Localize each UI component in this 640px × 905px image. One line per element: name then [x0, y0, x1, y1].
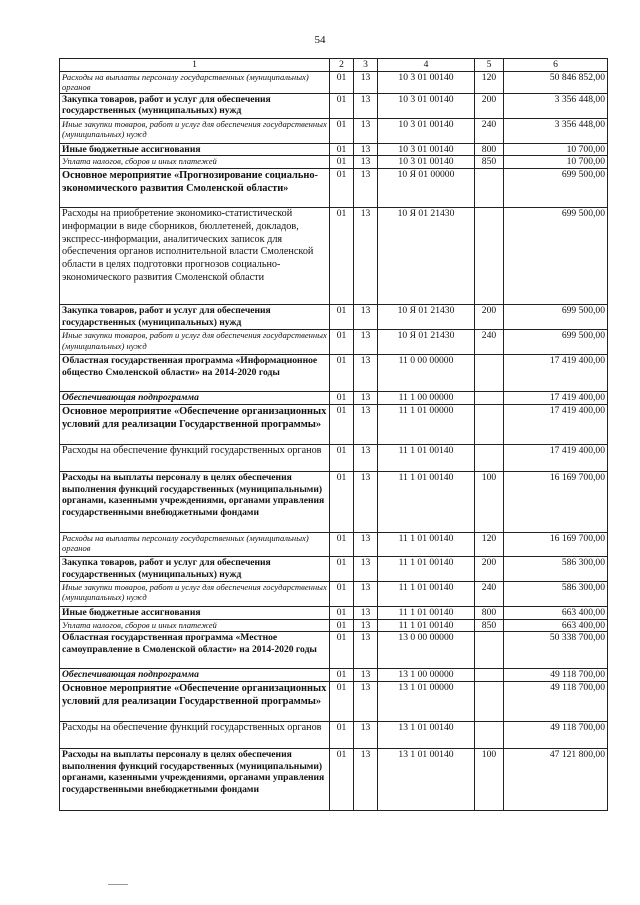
amount-cell: 699 500,00 [504, 169, 608, 208]
target-article-cell: 13 1 01 00140 [378, 721, 475, 748]
subsection-cell: 13 [354, 632, 378, 669]
table-row [60, 169, 608, 208]
section-cell: 01 [330, 721, 354, 748]
amount-cell: 699 500,00 [504, 330, 608, 355]
subsection-cell: 13 [354, 748, 378, 810]
section-cell: 01 [330, 404, 354, 444]
amount-cell: 16 169 700,00 [504, 532, 608, 556]
expense-type-cell [475, 404, 504, 444]
row-name-cell: Уплата налогов, сборов и иных платежей [60, 156, 330, 169]
budget-table [59, 58, 608, 811]
section-cell: 01 [330, 355, 354, 392]
section-cell: 01 [330, 208, 354, 305]
row-name-cell: Расходы на выплаты персоналу государственных (муниципальных) органов [60, 71, 330, 93]
table-row [60, 556, 608, 581]
amount-cell: 3 356 448,00 [504, 93, 608, 118]
page-number: 54 [314, 34, 326, 46]
amount-cell: 49 118 700,00 [504, 721, 608, 748]
target-article-cell: 13 1 00 00000 [378, 669, 475, 682]
expense-type-cell [475, 355, 504, 392]
amount-cell: 663 400,00 [504, 606, 608, 619]
amount-cell: 17 419 400,00 [504, 404, 608, 444]
table-row [60, 748, 608, 810]
section-cell: 01 [330, 143, 354, 156]
subsection-cell: 13 [354, 721, 378, 748]
target-article-cell: 11 1 01 00140 [378, 581, 475, 606]
expense-type-cell: 240 [475, 330, 504, 355]
section-cell: 01 [330, 471, 354, 532]
expense-type-cell: 800 [475, 143, 504, 156]
expense-type-cell: 850 [475, 156, 504, 169]
expense-type-cell: 100 [475, 471, 504, 532]
row-name-cell: Иные закупки товаров, работ и услуг для обеспечения государственных (муниципальных) нужд [60, 330, 330, 355]
table-row [60, 143, 608, 156]
table-row [60, 721, 608, 748]
table-header-row [60, 59, 608, 72]
target-article-cell: 13 1 01 00140 [378, 748, 475, 810]
amount-cell: 50 338 700,00 [504, 632, 608, 669]
subsection-cell: 13 [354, 208, 378, 305]
subsection-cell: 13 [354, 118, 378, 143]
section-cell: 01 [330, 93, 354, 118]
amount-cell: 49 118 700,00 [504, 681, 608, 721]
target-article-cell: 11 1 01 00140 [378, 471, 475, 532]
target-article-cell: 11 1 01 00140 [378, 619, 475, 632]
section-cell: 01 [330, 444, 354, 471]
subsection-cell: 13 [354, 669, 378, 682]
expense-type-cell [475, 669, 504, 682]
header-cell-4: 4 [378, 59, 475, 72]
header-cell-6: 6 [504, 59, 608, 72]
expense-type-cell: 240 [475, 581, 504, 606]
table-row [60, 208, 608, 305]
table-row [60, 581, 608, 606]
expense-type-cell [475, 681, 504, 721]
subsection-cell: 13 [354, 471, 378, 532]
amount-cell: 50 846 852,00 [504, 71, 608, 93]
target-article-cell: 10 Я 01 21430 [378, 330, 475, 355]
row-name-cell: Расходы на выплаты персоналу в целях обеспечения выполнения функций государственных (муниципальными) органами, казенными учреждениями, органами управления государственными внебюджетными фондами [60, 471, 330, 532]
section-cell: 01 [330, 118, 354, 143]
table-row [60, 606, 608, 619]
expense-type-cell [475, 392, 504, 405]
amount-cell: 47 121 800,00 [504, 748, 608, 810]
row-name-cell: Иные закупки товаров, работ и услуг для обеспечения государственных (муниципальных) нужд [60, 118, 330, 143]
amount-cell: 10 700,00 [504, 143, 608, 156]
row-name-cell: Областная государственная программа «Информационное общество Смоленской области» на 2014-2020 годы [60, 355, 330, 392]
row-name-cell: Расходы на выплаты персоналу в целях обеспечения выполнения функций государственных (муниципальными) органами, казенными учреждениями, органами управления государственными внебюджетными фондами [60, 748, 330, 810]
header-cell-5: 5 [475, 59, 504, 72]
table-row [60, 93, 608, 118]
target-article-cell: 10 3 01 00140 [378, 118, 475, 143]
row-name-cell: Иные бюджетные ассигнования [60, 606, 330, 619]
table-row [60, 632, 608, 669]
target-article-cell: 11 1 01 00140 [378, 532, 475, 556]
expense-type-cell [475, 444, 504, 471]
header-cell-2: 2 [330, 59, 354, 72]
row-name-cell: Основное мероприятие «Обеспечение организационных условий для реализации Государственной программы» [60, 681, 330, 721]
table-row [60, 619, 608, 632]
subsection-cell: 13 [354, 169, 378, 208]
subsection-cell: 13 [354, 581, 378, 606]
section-cell: 01 [330, 532, 354, 556]
section-cell: 01 [330, 71, 354, 93]
subsection-cell: 13 [354, 330, 378, 355]
subsection-cell: 13 [354, 606, 378, 619]
section-cell: 01 [330, 169, 354, 208]
section-cell: 01 [330, 619, 354, 632]
table-row [60, 71, 608, 93]
table-row [60, 681, 608, 721]
row-name-cell: Уплата налогов, сборов и иных платежей [60, 619, 330, 632]
row-name-cell: Основное мероприятие «Обеспечение организационных условий для реализации Государственной программы» [60, 404, 330, 444]
row-name-cell: Иные бюджетные ассигнования [60, 143, 330, 156]
row-name-cell: Областная государственная программа «Местное самоуправление в Смоленской области» на 2014-2020 годы [60, 632, 330, 669]
row-name-cell: Закупка товаров, работ и услуг для обеспечения государственных (муниципальных) нужд [60, 93, 330, 118]
expense-type-cell [475, 721, 504, 748]
row-name-cell: Закупка товаров, работ и услуг для обеспечения государственных (муниципальных) нужд [60, 556, 330, 581]
section-cell: 01 [330, 392, 354, 405]
expense-type-cell: 800 [475, 606, 504, 619]
target-article-cell: 10 Я 01 21430 [378, 208, 475, 305]
target-article-cell: 11 1 01 00140 [378, 556, 475, 581]
target-article-cell: 10 3 01 00140 [378, 156, 475, 169]
row-name-cell: Иные закупки товаров, работ и услуг для обеспечения государственных (муниципальных) нужд [60, 581, 330, 606]
expense-type-cell [475, 169, 504, 208]
table-row [60, 156, 608, 169]
expense-type-cell: 850 [475, 619, 504, 632]
table-row [60, 532, 608, 556]
table-row [60, 669, 608, 682]
expense-type-cell: 200 [475, 556, 504, 581]
section-cell: 01 [330, 681, 354, 721]
subsection-cell: 13 [354, 156, 378, 169]
header-cell-1: 1 [60, 59, 330, 72]
row-name-cell: Расходы на приобретение экономико-статистической информации в виде сборников, бюллетеней, докладов, экспресс-информации, аналитических записок для обеспечения органов исполнительной власти Смоленской области в целях подготовки прогнозов социально-экономического развития Смоленской области [60, 208, 330, 305]
target-article-cell: 10 3 01 00140 [378, 93, 475, 118]
subsection-cell: 13 [354, 71, 378, 93]
target-article-cell: 11 1 01 00140 [378, 444, 475, 471]
amount-cell: 49 118 700,00 [504, 669, 608, 682]
subsection-cell: 13 [354, 305, 378, 330]
target-article-cell: 13 1 01 00000 [378, 681, 475, 721]
row-name-cell: Расходы на обеспечение функций государственных органов [60, 444, 330, 471]
subsection-cell: 13 [354, 619, 378, 632]
target-article-cell: 10 3 01 00140 [378, 143, 475, 156]
subsection-cell: 13 [354, 93, 378, 118]
table-row [60, 392, 608, 405]
expense-type-cell: 100 [475, 748, 504, 810]
target-article-cell: 10 3 01 00140 [378, 71, 475, 93]
row-name-cell: Расходы на выплаты персоналу государственных (муниципальных) органов [60, 532, 330, 556]
section-cell: 01 [330, 330, 354, 355]
section-cell: 01 [330, 606, 354, 619]
target-article-cell: 10 Я 01 00000 [378, 169, 475, 208]
row-name-cell: Обеспечивающая подпрограмма [60, 669, 330, 682]
target-article-cell: 11 1 01 00000 [378, 404, 475, 444]
amount-cell: 663 400,00 [504, 619, 608, 632]
target-article-cell: 10 Я 01 21430 [378, 305, 475, 330]
amount-cell: 3 356 448,00 [504, 118, 608, 143]
table-row [60, 118, 608, 143]
expense-type-cell: 120 [475, 71, 504, 93]
target-article-cell: 11 0 00 00000 [378, 355, 475, 392]
subsection-cell: 13 [354, 556, 378, 581]
section-cell: 01 [330, 556, 354, 581]
section-cell: 01 [330, 156, 354, 169]
table-row [60, 305, 608, 330]
expense-type-cell: 200 [475, 305, 504, 330]
target-article-cell: 13 0 00 00000 [378, 632, 475, 669]
table-row [60, 355, 608, 392]
row-name-cell: Расходы на обеспечение функций государственных органов [60, 721, 330, 748]
expense-type-cell [475, 208, 504, 305]
row-name-cell: Основное мероприятие «Прогнозирование социально-экономического развития Смоленской области» [60, 169, 330, 208]
amount-cell: 699 500,00 [504, 208, 608, 305]
section-cell: 01 [330, 632, 354, 669]
subsection-cell: 13 [354, 681, 378, 721]
expense-type-cell: 120 [475, 532, 504, 556]
subsection-cell: 13 [354, 532, 378, 556]
amount-cell: 16 169 700,00 [504, 471, 608, 532]
section-cell: 01 [330, 581, 354, 606]
row-name-cell: Закупка товаров, работ и услуг для обеспечения государственных (муниципальных) нужд [60, 305, 330, 330]
expense-type-cell [475, 632, 504, 669]
subsection-cell: 13 [354, 444, 378, 471]
amount-cell: 586 300,00 [504, 581, 608, 606]
table-row [60, 471, 608, 532]
row-name-cell: Обеспечивающая подпрограмма [60, 392, 330, 405]
table-row [60, 330, 608, 355]
section-cell: 01 [330, 305, 354, 330]
target-article-cell: 11 1 01 00140 [378, 606, 475, 619]
table-row [60, 404, 608, 444]
subsection-cell: 13 [354, 143, 378, 156]
expense-type-cell: 240 [475, 118, 504, 143]
subsection-cell: 13 [354, 355, 378, 392]
section-cell: 01 [330, 748, 354, 810]
amount-cell: 17 419 400,00 [504, 444, 608, 471]
subsection-cell: 13 [354, 404, 378, 444]
header-cell-3: 3 [354, 59, 378, 72]
amount-cell: 10 700,00 [504, 156, 608, 169]
footer-mark [108, 884, 128, 885]
target-article-cell: 11 1 00 00000 [378, 392, 475, 405]
amount-cell: 699 500,00 [504, 305, 608, 330]
table-row [60, 444, 608, 471]
expense-type-cell: 200 [475, 93, 504, 118]
amount-cell: 586 300,00 [504, 556, 608, 581]
amount-cell: 17 419 400,00 [504, 392, 608, 405]
subsection-cell: 13 [354, 392, 378, 405]
amount-cell: 17 419 400,00 [504, 355, 608, 392]
section-cell: 01 [330, 669, 354, 682]
